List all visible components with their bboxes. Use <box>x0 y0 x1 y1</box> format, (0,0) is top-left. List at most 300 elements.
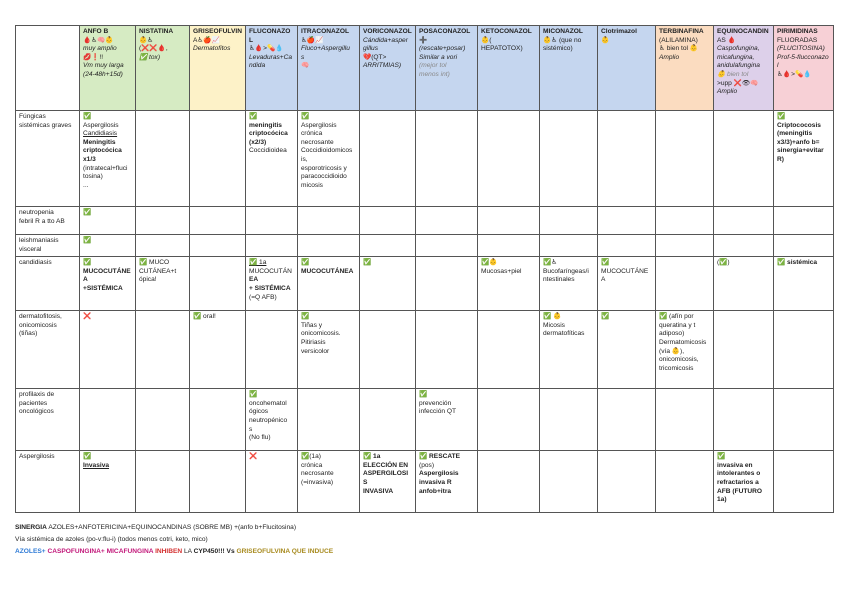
table-cell <box>540 311 598 389</box>
table-cell <box>714 207 774 235</box>
drug-name: POSACONAZOL <box>419 28 471 35</box>
cell-text: sinergia+evitar <box>777 147 824 155</box>
cell-text: ✅ <box>363 259 372 267</box>
drug-spectrum: Dermatofitos <box>193 45 231 53</box>
drug-note: ARRITMIAS) <box>363 62 402 70</box>
table-cell <box>774 389 834 451</box>
table-cell <box>246 207 298 235</box>
cell-text: ✅ 👶 <box>543 313 562 321</box>
row-label-line: candidiasis <box>19 259 52 267</box>
row-label-line: febril R a tto AB <box>19 217 65 225</box>
cell-text: (=invasiva) <box>301 478 334 486</box>
table-row <box>16 389 834 451</box>
cell-text: Aspergilosis <box>83 121 119 129</box>
cell-text: Coccidioidea <box>249 147 287 155</box>
table-cell <box>190 207 246 235</box>
cell-text: ✅ <box>83 453 92 461</box>
row-label-line: visceral <box>19 245 42 253</box>
cell-text: (=Q AFB) <box>249 293 277 301</box>
drug-icons: ➕ <box>419 36 428 44</box>
drug-extra: 🧠 <box>301 62 310 70</box>
table-cell <box>416 207 478 235</box>
cell-text: Invasiva <box>83 461 110 469</box>
table-cell <box>598 257 656 311</box>
drug-note: Amplio <box>659 53 680 61</box>
cell-text: paracoccidioido <box>301 173 347 181</box>
drug-icons: ♿🍎📈 <box>301 36 324 44</box>
drug-note: (24-48h+15d) <box>83 70 123 78</box>
table-cell <box>136 257 190 311</box>
cell-text: meningitis <box>249 121 282 129</box>
cell-text: ✅ 1a <box>363 453 381 461</box>
table-cell <box>80 389 136 451</box>
row-label-line: (tiñas) <box>19 330 38 338</box>
header-clotri <box>598 26 656 111</box>
header-keto <box>478 26 540 111</box>
drug-extra: sistémico) <box>543 45 573 53</box>
cell-text: Bucofaríngeas/i <box>543 267 589 275</box>
cell-text: MUCOCUTÁN <box>249 267 292 275</box>
cell-text: + SISTÉMICA <box>249 284 291 292</box>
header-vori <box>360 26 416 111</box>
table-cell <box>246 311 298 389</box>
row-label <box>16 311 80 389</box>
drug-name: KETOCONAZOL <box>481 28 532 35</box>
row-label-line: pacientes <box>19 399 48 407</box>
table-cell <box>190 257 246 311</box>
table-cell <box>360 207 416 235</box>
table-cell <box>714 389 774 451</box>
table-cell <box>246 451 298 513</box>
row-label <box>16 111 80 207</box>
drug-spectrum: ndida <box>249 62 266 70</box>
cell-text: ógicos <box>249 408 269 416</box>
table-cell <box>246 235 298 257</box>
drug-icons: 👶 <box>601 36 610 44</box>
table-cell <box>416 451 478 513</box>
drug-extra: HEPATOTOX) <box>481 45 523 53</box>
header-posa <box>416 26 478 111</box>
drug-spectrum: (FLUCITOSINA) <box>777 45 825 53</box>
table-cell <box>136 389 190 451</box>
cell-text: ✅ MUCO <box>139 259 170 267</box>
cell-text: ✅ <box>83 237 92 244</box>
drug-spectrum: s <box>301 53 305 61</box>
table-cell <box>540 111 598 207</box>
drug-spectrum: Fluco+Aspergillu <box>301 45 350 53</box>
row-label-line: sistémicas graves <box>19 121 72 129</box>
row-label-line: leishmaniasis <box>19 237 59 244</box>
cell-text: ✅ RESCATE <box>419 453 461 461</box>
cell-text: crónica <box>301 130 323 138</box>
table-cell <box>360 257 416 311</box>
table-cell <box>656 235 714 257</box>
row-label-line: neutropenia <box>19 209 54 216</box>
cell-text: ❌ <box>83 313 92 321</box>
table-cell <box>246 111 298 207</box>
drug-note: Vm muy larga <box>83 62 124 70</box>
drug-icons: 👶♿ <box>139 36 154 44</box>
drug-extra: ♿ bien tol 👶 <box>659 45 699 53</box>
table-cell <box>598 111 656 207</box>
table-cell <box>298 451 360 513</box>
table-cell <box>540 235 598 257</box>
cell-text: ✅ <box>601 259 610 267</box>
drug-name: FLUCONAZOL <box>249 28 291 44</box>
drug-extra: (❌❌🩸, <box>139 45 168 53</box>
drug-tolerance: 👶 bien tol <box>717 70 749 78</box>
cell-text: (x2/3) <box>249 138 267 146</box>
cell-text: ✅ <box>83 113 92 120</box>
cell-text: Aspergilosis <box>419 470 459 478</box>
table-cell <box>298 207 360 235</box>
cell-text: versicolor <box>301 347 330 355</box>
cell-text: ✅ <box>249 391 258 399</box>
drug-extra: 💋❗!! <box>83 53 104 61</box>
table-cell <box>656 389 714 451</box>
row-label-line: onicomicosis <box>19 321 57 329</box>
drug-name: VORICONAZOL <box>363 28 412 35</box>
table-cell <box>298 235 360 257</box>
table-cell <box>416 311 478 389</box>
table-cell <box>298 389 360 451</box>
cell-text: micosis <box>301 181 323 189</box>
table-cell <box>774 111 834 207</box>
cell-text: ✅ <box>301 113 310 120</box>
table-cell <box>80 235 136 257</box>
cell-text: Tiñas y <box>301 321 323 329</box>
cell-text: Aspergilosis <box>301 121 337 129</box>
table-cell <box>598 451 656 513</box>
header-row <box>16 26 834 111</box>
drug-name: GRISEOFULVIN <box>193 28 242 35</box>
table-cell <box>80 207 136 235</box>
drug-name: Clotrimazol <box>601 28 637 35</box>
cell-text: ✅ <box>249 113 258 120</box>
row-label-line: profilaxis de <box>19 391 55 399</box>
cell-text: ✅ <box>301 313 310 321</box>
cell-text: ✅ <box>717 453 726 461</box>
cell-text: (vía 👶), <box>659 347 685 355</box>
cell-text: x1/3 <box>83 155 96 163</box>
drug-icons: 👶( <box>481 36 492 44</box>
cell-text: prevención <box>419 399 452 407</box>
cell-text: ... <box>83 181 89 189</box>
drug-spectrum: Similar a vori <box>419 53 458 61</box>
cell-text: Meningitis <box>83 138 116 146</box>
table-row <box>16 207 834 235</box>
row-label <box>16 235 80 257</box>
cell-text: refractarios a <box>717 478 759 486</box>
cell-text: ✅ 1a <box>249 259 267 267</box>
table-cell <box>360 389 416 451</box>
table-cell <box>478 451 540 513</box>
table-cell <box>478 235 540 257</box>
table-cell <box>136 311 190 389</box>
table-cell <box>80 257 136 311</box>
cell-text: Dermatomicosis <box>659 338 707 346</box>
table-cell <box>416 235 478 257</box>
cell-text: criptocócica <box>249 130 288 138</box>
cell-text: Candidiasis <box>83 130 118 138</box>
table-cell <box>540 207 598 235</box>
table-cell <box>360 451 416 513</box>
drug-spectrum: Cándida+asper <box>363 36 408 44</box>
table-cell <box>598 235 656 257</box>
table-cell <box>478 111 540 207</box>
cell-text: ✅👶 <box>481 259 498 267</box>
row-label-line: dermatofitosis, <box>19 313 62 321</box>
cell-text: Criptococosis <box>777 121 821 129</box>
table-cell <box>298 311 360 389</box>
cell-text: queratina y t <box>659 321 696 329</box>
table-cell <box>598 311 656 389</box>
header-terbi <box>656 26 714 111</box>
drug-tolerance: menos int) <box>419 70 450 78</box>
table-cell <box>714 235 774 257</box>
table-cell <box>774 207 834 235</box>
cell-text: 1a) <box>717 496 727 504</box>
row-label-line: Aspergilosis <box>19 453 55 461</box>
cell-text: +SISTÉMICA <box>83 284 123 292</box>
table-cell <box>540 257 598 311</box>
table-cell <box>246 257 298 311</box>
table-cell <box>774 257 834 311</box>
drug-spectrum: l <box>777 62 779 70</box>
cell-text: esporotricosis y <box>301 164 347 172</box>
drug-spectrum: micafungina, <box>717 53 755 61</box>
drug-icons: AS 🩸 <box>717 36 736 44</box>
footer-line-2: Vía sistémica de azoles (po-v:flu-i) (todos menos cotri, keto, mico) <box>15 536 208 543</box>
drug-spectrum: gillus <box>363 45 379 53</box>
drug-icons: A♿🍎📈 <box>193 36 220 44</box>
cell-text: invasiva R <box>419 478 452 486</box>
table-cell <box>416 389 478 451</box>
row-label-line: Fúngicas <box>19 113 46 120</box>
cell-text: ntestinales <box>543 276 575 284</box>
table-cell <box>136 111 190 207</box>
table-cell <box>714 451 774 513</box>
cell-text: Pitiriasis <box>301 338 326 346</box>
drug-spectrum: anidulafungina <box>717 62 760 70</box>
cell-text: MUCOCUTÁNEA <box>601 267 649 284</box>
cell-text: AFB (FUTURO <box>717 487 763 495</box>
cell-text: necrosante <box>301 470 334 478</box>
antifungal-table <box>15 25 834 513</box>
drug-spectrum: Levaduras+Ca <box>249 53 293 61</box>
row-label <box>16 207 80 235</box>
header-piri <box>774 26 834 111</box>
cell-text: ✅ <box>777 113 786 120</box>
cell-text: A <box>83 276 88 284</box>
cell-text: ✅ <box>83 209 92 216</box>
footer-line-3: AZOLES+ CASPOFUNGINA+ MICAFUNGINA INHIBEN LA CYP450!!! Vs GRISEOFULVINA QUE INDUCE <box>15 548 334 555</box>
drug-note: Amplio <box>717 88 738 96</box>
cell-text: ✅ <box>601 313 610 321</box>
footer-notes <box>15 522 333 558</box>
drug-name: ANFO B <box>83 28 109 35</box>
table-cell <box>714 311 774 389</box>
header-nist <box>136 26 190 111</box>
table-cell <box>136 451 190 513</box>
header-itra <box>298 26 360 111</box>
table-cell <box>540 389 598 451</box>
table-cell <box>714 257 774 311</box>
drug-extra: ♿🩸>💊💧 <box>777 70 812 78</box>
table-cell <box>360 235 416 257</box>
cell-text: ✅♿ <box>543 259 558 267</box>
cell-text: oncohematol <box>249 399 287 407</box>
cell-text: ELECCIÓN EN <box>363 461 409 469</box>
table-row <box>16 311 834 389</box>
row-label <box>16 257 80 311</box>
table-cell <box>656 451 714 513</box>
table-row <box>16 111 834 207</box>
table-cell <box>598 389 656 451</box>
table-cell <box>190 311 246 389</box>
cell-text: (No flu) <box>249 434 271 442</box>
table-cell <box>478 257 540 311</box>
cell-text: ❌ <box>249 453 258 461</box>
drug-extra: >upp ❌👁🧠 <box>717 79 759 87</box>
row-label <box>16 389 80 451</box>
cell-text: ✅ <box>83 259 92 267</box>
drug-spectrum: Caspofungina, <box>717 45 760 53</box>
table-cell <box>80 451 136 513</box>
cell-text: MUCOCUTÁNEA <box>301 267 354 275</box>
cell-text: s <box>249 425 253 433</box>
header-anfob <box>80 26 136 111</box>
table-cell <box>714 111 774 207</box>
table-cell <box>416 257 478 311</box>
drug-spectrum: muy amplio <box>83 45 117 53</box>
table-cell <box>298 111 360 207</box>
table-cell <box>136 235 190 257</box>
cell-text: anfob+itra <box>419 487 452 495</box>
cell-text: is, <box>301 155 308 163</box>
table-cell <box>360 111 416 207</box>
table-row <box>16 257 834 311</box>
table-cell <box>80 111 136 207</box>
cell-text: ✅(1a) <box>301 453 321 461</box>
cell-text: Mucosas+piel <box>481 267 522 275</box>
table-cell <box>190 111 246 207</box>
cell-text: necrosante <box>301 138 334 146</box>
cell-text: MUCOCUTÁNE <box>83 267 131 275</box>
drug-icons: 🩸♿🧠👶 <box>83 36 114 44</box>
drug-name: EQUINOCANDIN <box>717 28 769 35</box>
cell-text: infección QT <box>419 408 457 416</box>
drug-name: ITRACONAZOL <box>301 28 349 35</box>
drug-name: MICONAZOL <box>543 28 583 35</box>
table-cell <box>774 311 834 389</box>
cell-text: ✅ sistémica <box>777 259 818 267</box>
cell-text: (intratecal+fluci <box>83 164 128 172</box>
cell-text: tosina) <box>83 173 103 181</box>
drug-icons: (ALILAMINA) <box>659 36 698 44</box>
drug-icons: FLUORADAS <box>777 36 818 44</box>
table-cell <box>656 311 714 389</box>
drug-icons: 👶♿ (que no <box>543 36 582 44</box>
cell-text: tricomicosis <box>659 364 694 372</box>
cell-text: CUTÁNEA+t <box>139 267 177 275</box>
cell-text: intolerantes o <box>717 470 761 478</box>
table-cell <box>80 311 136 389</box>
table-cell <box>136 207 190 235</box>
cell-text: ✅ oral! <box>193 313 216 321</box>
drug-name: NISTATINA <box>139 28 174 35</box>
drug-note: ✅ tox) <box>139 53 161 61</box>
table-row <box>16 235 834 257</box>
drug-spectrum: (rescate+posar) <box>419 45 466 53</box>
cell-text: (✅) <box>717 259 730 267</box>
footer-line-1: SINERGIA AZOLES+ANFOTERICINA+EQUINOCANDINAS (SOBRE MB) +(anfo b+Flucitosina) <box>15 524 297 531</box>
cell-text: (meningitis <box>777 130 813 138</box>
cell-text: x3/3)+anfo b= <box>777 138 820 146</box>
cell-text: onicomicosis, <box>659 356 699 364</box>
table-cell <box>416 111 478 207</box>
cell-text: Micosis <box>543 321 565 329</box>
header-fluco <box>246 26 298 111</box>
cell-text: onicomicosis. <box>301 330 341 338</box>
cell-text: criptocócica <box>83 147 122 155</box>
table-cell <box>656 111 714 207</box>
table-cell <box>478 311 540 389</box>
drug-name: TERBINAFINA <box>659 28 704 35</box>
table-cell <box>360 311 416 389</box>
table-cell <box>540 451 598 513</box>
table-cell <box>246 389 298 451</box>
row-label <box>16 451 80 513</box>
header-mico <box>540 26 598 111</box>
cell-text: ópica! <box>139 276 157 284</box>
cell-text: invasiva en <box>717 461 753 469</box>
cell-text: INVASIVA <box>363 487 394 495</box>
cell-text: EA <box>249 276 259 284</box>
corner-cell <box>16 26 80 111</box>
drug-tolerance: (mejor tol <box>419 62 447 70</box>
cell-text: dermatofíticas <box>543 330 585 338</box>
table-cell <box>190 451 246 513</box>
cell-text: ✅ (afín por <box>659 313 694 321</box>
drug-extra: 💔(QT> <box>363 53 387 61</box>
cell-text: Coccidioidomicos <box>301 147 353 155</box>
table-cell <box>478 207 540 235</box>
table-cell <box>598 207 656 235</box>
drug-name: PIRIMIDINAS <box>777 28 818 35</box>
table-cell <box>190 389 246 451</box>
table-cell <box>478 389 540 451</box>
cell-text: (pos) <box>419 461 435 469</box>
table-cell <box>190 235 246 257</box>
table-row <box>16 451 834 513</box>
cell-text: adiposo) <box>659 330 685 338</box>
drug-spectrum: Prof-5-flucconazo <box>777 53 829 61</box>
table-cell <box>656 207 714 235</box>
row-label-line: oncológicos <box>19 408 54 416</box>
table-cell <box>656 257 714 311</box>
table-cell <box>298 257 360 311</box>
header-griseo <box>190 26 246 111</box>
cell-text: neutropénico <box>249 416 288 424</box>
cell-text: R) <box>777 155 784 163</box>
cell-text: ✅ <box>301 259 310 267</box>
header-equino <box>714 26 774 111</box>
table-cell <box>774 451 834 513</box>
table-cell <box>774 235 834 257</box>
cell-text: ✅ <box>419 391 428 399</box>
cell-text: ASPERGILOSIS <box>363 470 409 486</box>
